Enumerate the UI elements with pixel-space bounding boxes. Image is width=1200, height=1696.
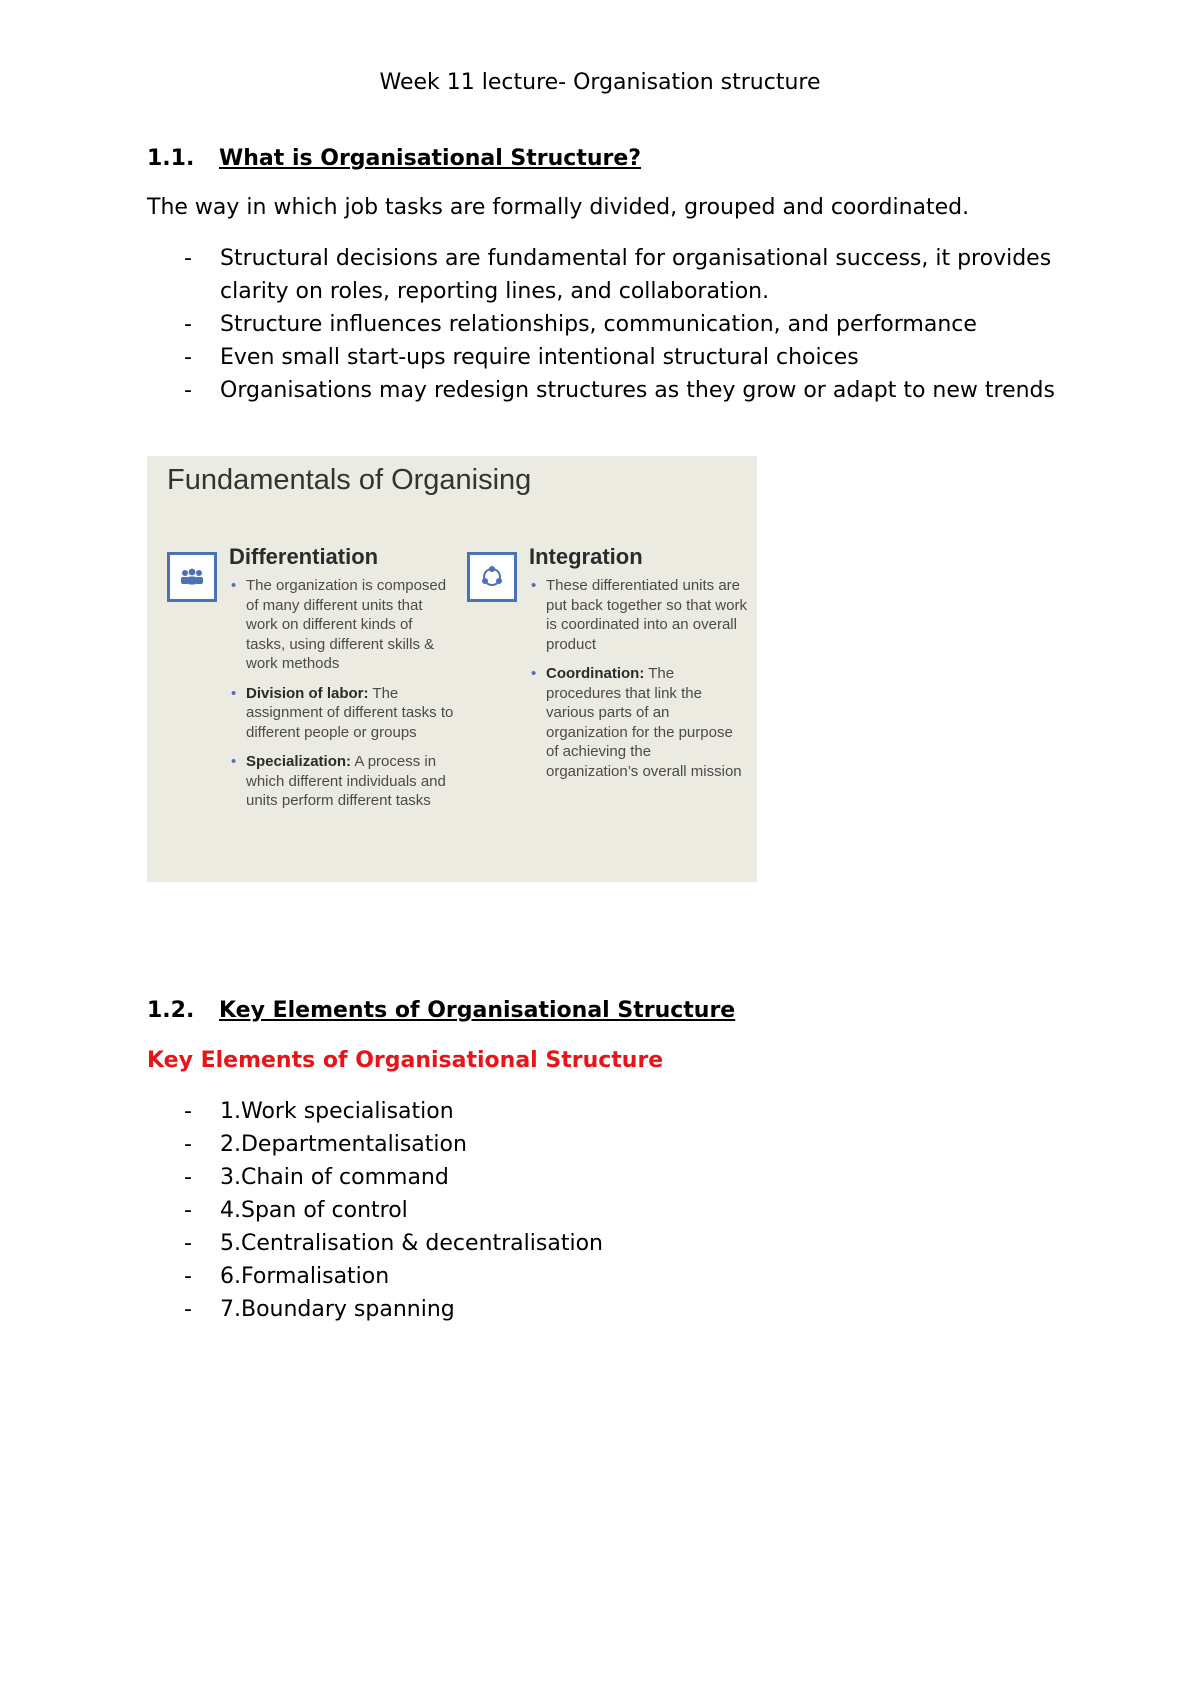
differentiation-heading: Differentiation: [229, 544, 379, 569]
bullet-dash: -: [184, 1198, 192, 1223]
bullet-dash: -: [184, 1297, 192, 1322]
differentiation-points: [229, 576, 454, 821]
section-1-bullet-list: [147, 242, 1067, 407]
section-1-bullet-item-text: Structural decisions are fundamental for organisational success, it provides clarity on roles, reporting lines, and collaboration.: [220, 246, 1052, 304]
cycle-icon: [467, 552, 517, 602]
key-elements-subheading: Key Elements of Organisational Structure: [147, 1048, 664, 1073]
slide-point: [529, 664, 747, 781]
slide-point: [229, 576, 454, 674]
section-1-bullet-item: [147, 308, 1067, 341]
bullet-dash: -: [184, 1132, 192, 1157]
integration-points: [529, 576, 747, 791]
section-1-bullet-item: [147, 242, 1067, 308]
slide-title: Fundamentals of Organising: [167, 464, 532, 496]
bullet-dash: -: [184, 312, 192, 337]
key-element-item: [147, 1227, 1067, 1260]
key-element-item-text: 3.Chain of command: [220, 1165, 449, 1190]
fundamentals-slide-image: [147, 456, 757, 882]
key-element-item: [147, 1095, 1067, 1128]
section-1-definition: The way in which job tasks are formally divided, grouped and coordinated.: [147, 195, 970, 220]
slide-point-term: Specialization:: [246, 753, 352, 770]
key-element-item: [147, 1293, 1067, 1326]
bullet-dash: -: [184, 1099, 192, 1124]
key-element-item-text: 1.Work specialisation: [220, 1099, 454, 1124]
section-1-bullet-item: [147, 374, 1067, 407]
key-element-item-text: 4.Span of control: [220, 1198, 408, 1223]
key-element-item-text: 7.Boundary spanning: [220, 1297, 455, 1322]
key-element-item: [147, 1161, 1067, 1194]
section-2-title: Key Elements of Organisational Structure: [219, 998, 736, 1023]
key-element-item-text: 2.Departmentalisation: [220, 1132, 467, 1157]
slide-point: [529, 576, 747, 654]
section-1-title: What is Organisational Structure?: [219, 146, 642, 171]
bullet-dash: -: [184, 1165, 192, 1190]
bullet-dash: -: [184, 246, 192, 271]
section-1-bullet-item-text: Structure influences relationships, communication, and performance: [220, 312, 977, 337]
document-title: Week 11 lecture- Organisation structure: [379, 70, 821, 95]
section-1-bullet-item-text: Even small start-ups require intentional structural choices: [220, 345, 859, 370]
slide-point-term: Coordination:: [546, 665, 645, 682]
key-elements-list: [147, 1095, 1067, 1326]
slide-point: [229, 684, 454, 743]
people-icon: [167, 552, 217, 602]
bullet-dash: -: [184, 345, 192, 370]
section-1-heading: [147, 146, 641, 171]
key-element-item: [147, 1128, 1067, 1161]
section-1-number: 1.1.: [147, 146, 195, 171]
bullet-dash: -: [184, 1231, 192, 1256]
slide-point-text: These differentiated units are put back together so that work is coordinated into an overall product: [546, 577, 747, 653]
key-element-item: [147, 1260, 1067, 1293]
section-2-heading: [147, 998, 735, 1023]
slide-point-text: The assignment of different tasks to different people or groups: [246, 684, 454, 741]
section-2-number: 1.2.: [147, 998, 195, 1023]
bullet-dash: -: [184, 1264, 192, 1289]
slide-point-term: Division of labor:: [246, 684, 369, 702]
key-element-item-text: 6.Formalisation: [220, 1264, 390, 1289]
slide-point-text: The procedures that link the various parts of an organization for the purpose of achieving the organization’s overall mission: [546, 665, 742, 780]
integration-heading: Integration: [529, 544, 643, 569]
slide-point: [229, 752, 454, 811]
section-1-bullet-item: [147, 341, 1067, 374]
key-element-item-text: 5.Centralisation & decentralisation: [220, 1231, 603, 1256]
key-element-item: [147, 1194, 1067, 1227]
section-1-bullet-item-text: Organisations may redesign structures as they grow or adapt to new trends: [220, 378, 1055, 403]
slide-point-text: A process in which different individuals and units perform different tasks: [246, 753, 446, 809]
slide-point-text: The organization is composed of many different units that work on different kinds of tasks, using different skills & work methods: [246, 577, 447, 672]
bullet-dash: -: [184, 378, 192, 403]
